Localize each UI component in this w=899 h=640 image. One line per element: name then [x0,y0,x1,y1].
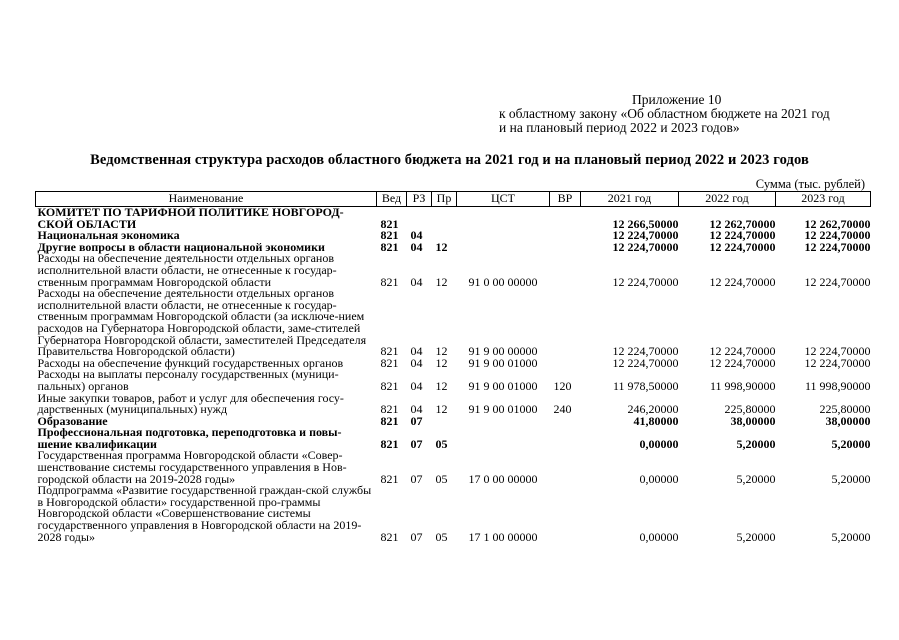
cell-rz: 04 [410,378,423,393]
cell-y2023: 11 998,90000 [804,378,871,393]
cell-cst [457,207,550,231]
cell-cst: 91 9 00 01000 [468,402,538,417]
cell-pr: 12 [435,239,448,254]
cell-ved: 821 [380,239,399,254]
cell-rz: 04 [410,344,423,359]
cell-pr: 05 [435,436,448,451]
table-row [36,485,871,543]
header-name: Наименование [36,192,377,207]
cell-y2023: 12 224,70000 [804,355,871,370]
cell-vr [550,253,581,288]
cell-rz: 04 [410,355,423,370]
cell-y2021: 12 224,70000 [612,228,679,243]
cell-y2023: 38,00000 [825,413,871,428]
cell-pr: 12 [435,355,448,370]
cell-cst: 91 9 00 00000 [468,344,538,359]
units-label: Сумма (тыс. рублей) [755,177,865,191]
cell-ved: 821 [380,274,399,289]
cell-pr: 05 [435,529,448,544]
cell-y2022: 5,20000 [736,436,776,451]
cell-pr [432,207,457,231]
cell-y2022: 5,20000 [736,529,776,544]
cell-name: Расходы на обеспечение деятельности отдельных органов исполнительной власти области, не отнесенные к государ-ственным программам Новгородской области [37,251,337,289]
cell-y2023: 12 224,70000 [804,344,871,359]
table-row [36,450,871,485]
header-2022: 2022 год [679,192,776,207]
cell-cst [457,230,550,242]
cell-y2021: 11 978,50000 [612,378,679,393]
cell-y2023: 5,20000 [831,529,871,544]
cell-ved: 821 [380,216,399,231]
cell-vr [550,416,581,428]
cell-y2023: 5,20000 [831,471,871,486]
cell-name: КОМИТЕТ ПО ТАРИФНОЙ ПОЛИТИКЕ НОВГОРОД-СКОЙ ОБЛАСТИ [37,205,344,231]
appendix-title: Приложение 10 [632,92,722,107]
cell-y2023: 12 224,70000 [804,228,871,243]
cell-name: Образование [37,413,108,428]
cell-y2022: 11 998,90000 [709,378,776,393]
cell-rz: 04 [410,402,423,417]
cell-y2023: 12 224,70000 [804,274,871,289]
cell-name: Расходы на обеспечение деятельности отдельных органов исполнительной власти области, не отнесенные к государ-ственным программам Новгородской области (за исключе-нием расходов на Губернатора Новгородской области, заме-стителей Губернатора Новгородской области, заместителей Председателя Правительства Новгородской области) [37,286,367,359]
cell-ved: 821 [380,529,399,544]
cell-vr: 120 [553,378,572,393]
cell-name: Расходы на выплаты персоналу государственных (муници-пальных) органов [37,367,339,393]
table-row [36,288,871,358]
cell-vr [550,230,581,242]
cell-cst: 17 1 00 00000 [468,529,538,544]
table-row [36,207,871,231]
cell-cst [457,427,550,450]
cell-y2022: 225,80000 [724,402,776,417]
cell-y2021: 246,20000 [627,402,679,417]
cell-name: Национальная экономика [37,228,180,243]
cell-pr: 05 [435,471,448,486]
header-vr: ВР [550,192,581,207]
appendix-line-1: к областному закону «Об областном бюджете на 2021 год [499,106,830,121]
header-cst: ЦСТ [457,192,550,207]
cell-rz: 07 [410,471,423,486]
cell-ved: 821 [380,402,399,417]
cell-y2022: 12 224,70000 [709,344,776,359]
cell-ved: 821 [380,355,399,370]
cell-ved: 821 [380,413,399,428]
document-title: Ведомственная структура расходов областного бюджета на 2021 год и на плановый период 2022 и 2023 годов [90,152,809,168]
cell-y2021: 12 224,70000 [612,239,679,254]
cell-y2022: 12 224,70000 [709,274,776,289]
cell-y2022: 38,00000 [730,413,776,428]
cell-name: Подпрограмма «Развитие государственной граждан-ской службы в Новгородской области» государственной про-граммы Новгородской области «Совершенствование системы государственного управления в Новгородской области на 2019-2028 годы» [37,483,372,544]
header-2021: 2021 год [581,192,679,207]
cell-y2022: 5,20000 [736,471,776,486]
cell-y2021: 41,80000 [633,413,679,428]
cell-cst: 17 0 00 00000 [468,471,538,486]
cell-y2021: 12 266,50000 [612,216,679,231]
cell-y2023: 12 224,70000 [804,239,871,254]
cell-cst: 91 9 00 01000 [468,355,538,370]
budget-table [35,191,871,543]
cell-rz: 04 [410,228,423,243]
cell-cst: 91 9 00 01000 [468,378,538,393]
cell-cst [457,416,550,428]
cell-y2022: 12 224,70000 [709,228,776,243]
cell-y2021: 12 224,70000 [612,355,679,370]
cell-pr: 12 [435,378,448,393]
header-ved: Вед [377,192,407,207]
cell-rz: 07 [410,529,423,544]
cell-ved: 821 [380,378,399,393]
table-row [36,253,871,288]
appendix-line-2: и на плановый период 2022 и 2023 годов» [499,120,740,135]
cell-ved: 821 [380,228,399,243]
cell-vr [550,207,581,231]
cell-pr: 12 [435,274,448,289]
cell-y2021: 0,00000 [639,471,679,486]
cell-pr [432,416,457,428]
header-rz: РЗ [407,192,432,207]
cell-y2022: 12 224,70000 [709,239,776,254]
cell-rz: 04 [410,239,423,254]
cell-name: Профессиональная подготовка, переподготовка и повы-шение квалификации [37,425,342,451]
cell-y2021: 12 224,70000 [612,344,679,359]
cell-pr: 12 [435,344,448,359]
table-body [36,207,871,544]
cell-rz: 04 [410,274,423,289]
header-2023: 2023 год [776,192,871,207]
appendix-header [499,93,889,135]
cell-vr: 240 [553,402,572,417]
cell-y2021: 0,00000 [639,529,679,544]
cell-vr [550,242,581,254]
cell-rz: 07 [410,436,423,451]
cell-vr [550,450,581,485]
cell-y2022: 12 262,70000 [709,216,776,231]
cell-rz [407,207,432,231]
cell-rz: 07 [410,413,423,428]
cell-y2022: 12 224,70000 [709,355,776,370]
cell-vr [550,427,581,450]
cell-name: Государственная программа Новгородской области «Совер-шенствование системы государственного управления в Нов-городской области на 2019-2028 годы» [37,448,347,486]
cell-vr [550,358,581,370]
cell-y2021: 0,00000 [639,436,679,451]
cell-vr [550,485,581,543]
cell-vr [550,288,581,358]
cell-ved: 821 [380,471,399,486]
cell-name: Другие вопросы в области национальной экономики [37,239,325,254]
cell-ved: 821 [380,344,399,359]
cell-name: Иные закупки товаров, работ и услуг для обеспечения госу-дарственных (муниципальных) нужд [37,390,344,417]
cell-ved: 821 [380,436,399,451]
table-row [36,393,871,416]
cell-y2023: 12 262,70000 [804,216,871,231]
header-pr: Пр [432,192,457,207]
cell-name: Расходы на обеспечение функций государственных органов [37,355,344,370]
cell-cst: 91 0 00 00000 [468,274,538,289]
cell-y2021: 12 224,70000 [612,274,679,289]
table-row [36,369,871,392]
cell-y2023: 225,80000 [819,402,871,417]
table-row [36,427,871,450]
cell-y2023: 5,20000 [831,436,871,451]
cell-pr: 12 [435,402,448,417]
cell-cst [457,242,550,254]
